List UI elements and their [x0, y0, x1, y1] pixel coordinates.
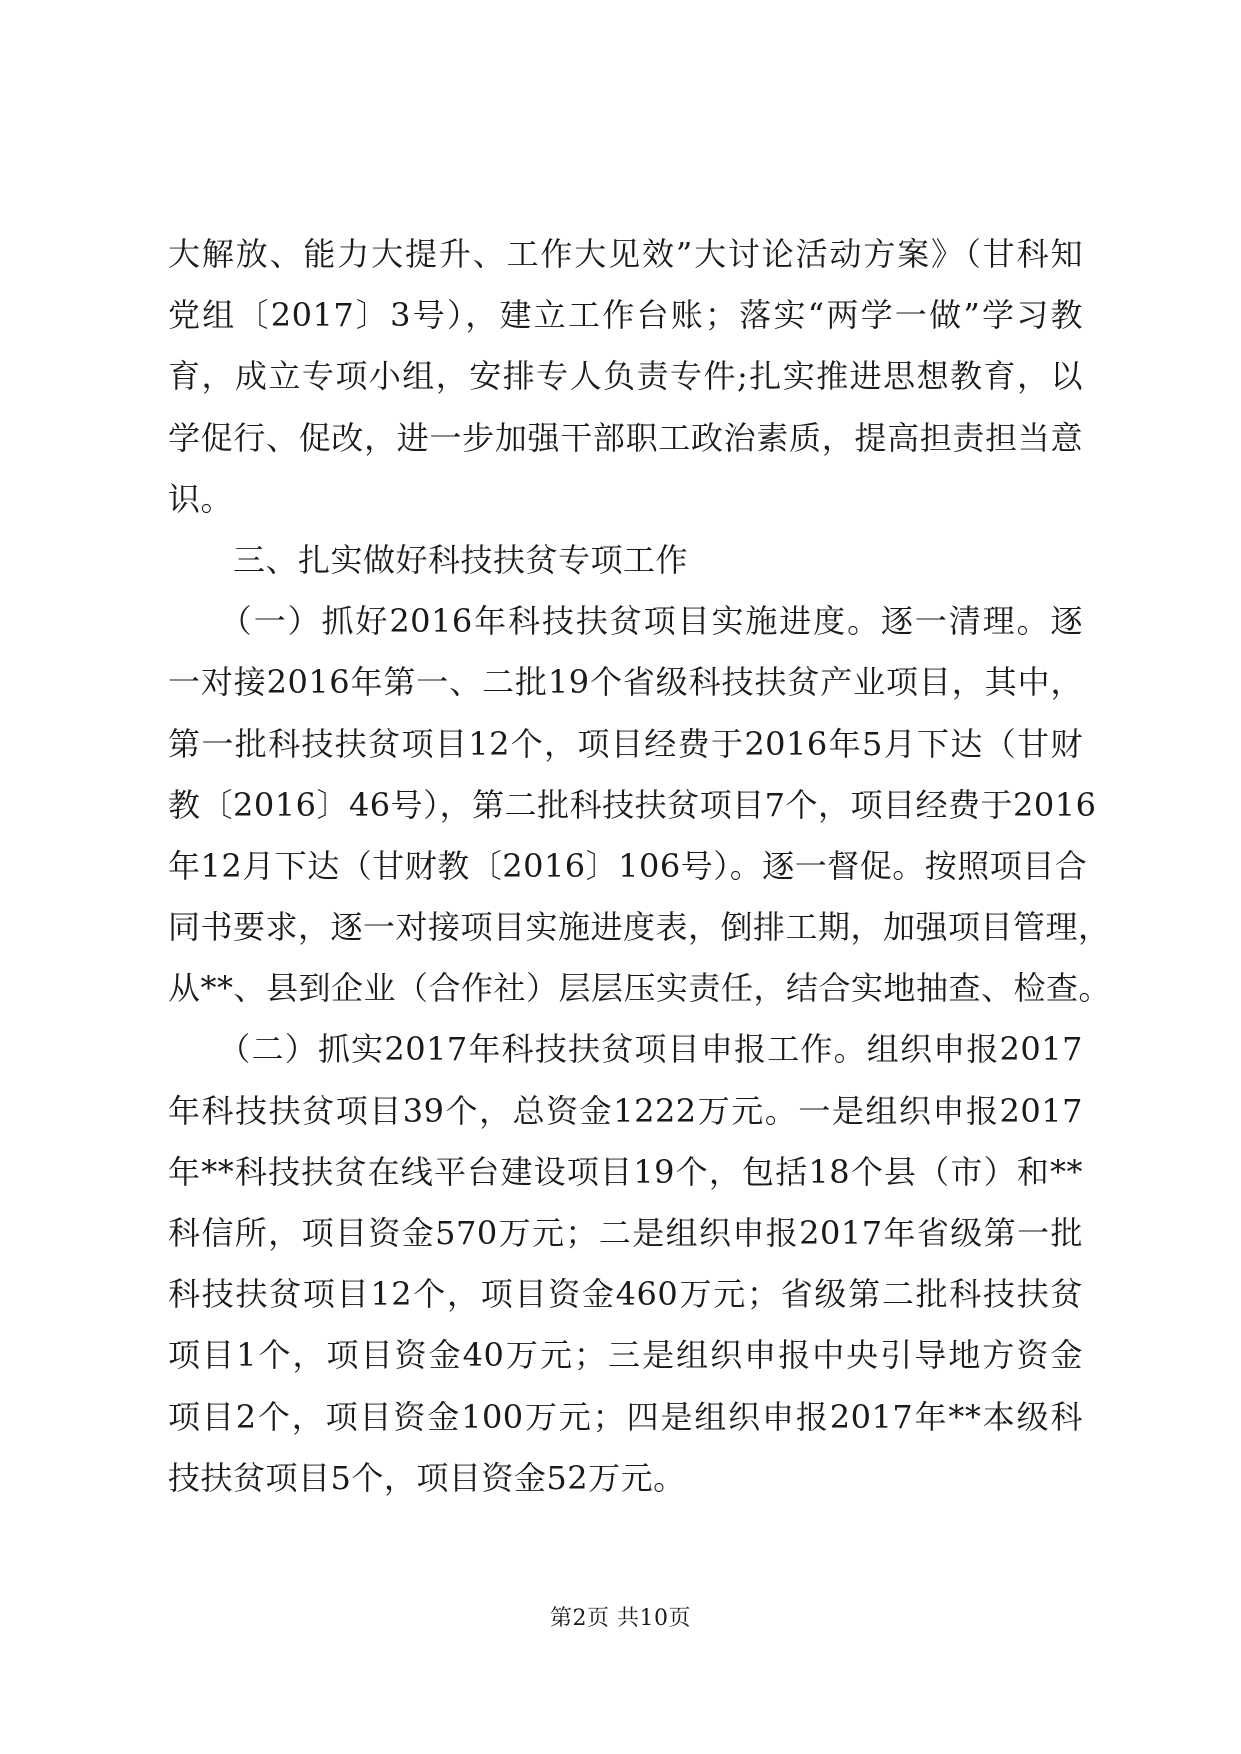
paragraph-line: 学促行、促改，进一步加强干部职工政治素质，提高担责担当意	[168, 418, 1083, 457]
document-body	[168, 224, 1112, 1509]
paragraph-line: 从**、县到企业（合作社）层层压实责任，结合实地抽查、检查。	[168, 969, 1112, 1008]
paragraph-line: 项目1个，项目资金40万元；三是组织申报中央引导地方资金	[168, 1336, 1083, 1375]
paragraph-line: 科信所，项目资金570万元；二是组织申报2017年省级第一批	[168, 1214, 1083, 1252]
paragraph-line: 项目2个，项目资金100万元；四是组织申报2017年**本级科	[168, 1397, 1083, 1436]
paragraph-line: 育，成立专项小组，安排专人负责专件;扎实推进思想教育，以	[168, 357, 1083, 396]
paragraph-line: 大解放、能力大提升、工作大见效”大讨论活动方案》（甘科知	[168, 235, 1083, 273]
paragraph-line: 同书要求，逐一对接项目实施进度表，倒排工期，加强项目管理，	[168, 908, 1111, 947]
paragraph-line: 一对接2016年第一、二批19个省级科技扶贫产业项目，其中，	[168, 663, 1083, 702]
paragraph-line: 第一批科技扶贫项目12个，项目经费于2016年5月下达（甘财	[168, 724, 1083, 763]
paragraph-line: 科技扶贫项目12个，项目资金460万元；省级第二批科技扶贫	[168, 1275, 1083, 1314]
page-number-footer: 第2页 共10页	[550, 1606, 691, 1631]
section-heading: 三、扎实做好科技扶贫专项工作	[168, 540, 689, 579]
paragraph-line: （二）抓实2017年科技扶贫项目申报工作。组织申报2017	[168, 1030, 1083, 1069]
paragraph-line: （一）抓好2016年科技扶贫项目实施进度。逐一清理。逐	[168, 602, 1083, 641]
paragraph-line: 党组〔2017〕3号），建立工作台账；落实“两学一做”学习教	[168, 296, 1083, 335]
paragraph-line: 教〔2016〕46号），第二批科技扶贫项目7个，项目经费于2016	[168, 785, 1097, 824]
paragraph-line: 识。	[168, 479, 234, 518]
paragraph-line: 年12月下达（甘财教〔2016〕106号）。逐一督促。按照项目合	[168, 846, 1088, 885]
paragraph-line: 技扶贫项目5个，项目资金52万元。	[168, 1458, 686, 1497]
paragraph-line: 年科技扶贫项目39个，总资金1222万元。一是组织申报2017	[168, 1091, 1083, 1130]
paragraph-line: 年**科技扶贫在线平台建设项目19个，包括18个县（市）和**	[168, 1152, 1083, 1191]
